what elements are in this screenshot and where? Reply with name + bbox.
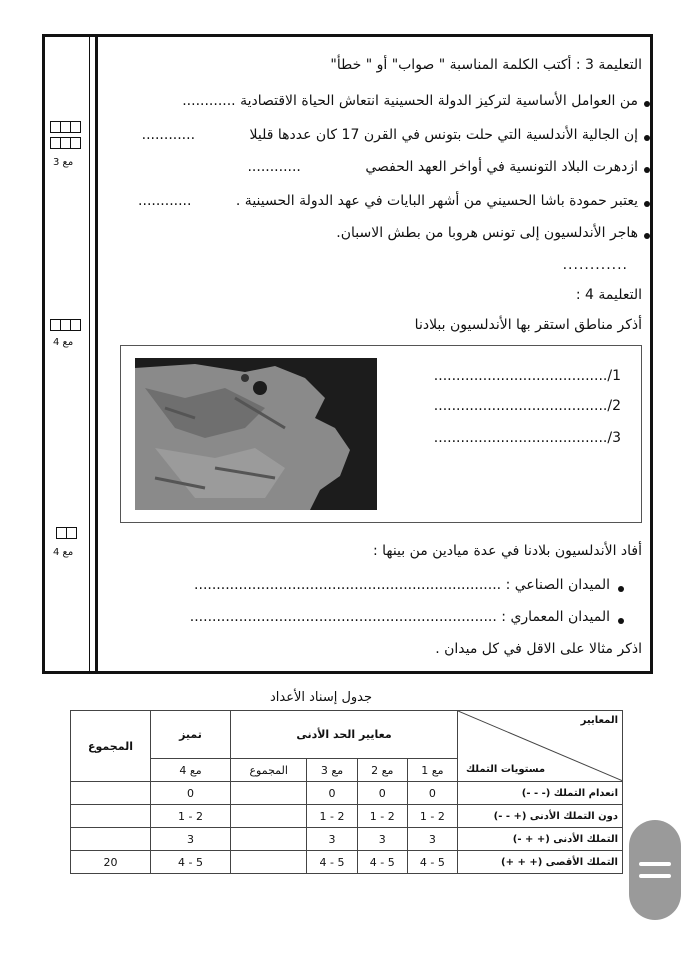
answer-blank[interactable]: ............ bbox=[182, 93, 236, 109]
satellite-map-icon bbox=[135, 358, 377, 510]
total-header: المجموع bbox=[71, 711, 151, 782]
table-row bbox=[71, 805, 623, 828]
statement-4: يعتبر حمودة باشا الحسيني من أشهر البايات في عهد الدولة الحسينية . ............ bbox=[138, 193, 638, 209]
map-panel bbox=[120, 345, 642, 523]
table-cell bbox=[231, 828, 307, 851]
table-cell: 0 bbox=[307, 782, 357, 805]
table-cell bbox=[231, 782, 307, 805]
statement-5: هاجر الأندلسيون إلى تونس هروبا من بطش الاسبان. bbox=[336, 225, 638, 241]
table-row bbox=[71, 828, 623, 851]
fields-intro: أفاد الأندلسيون بلادنا في عدة ميادين من بينها : bbox=[372, 543, 642, 559]
table-cell: 2 - 1 bbox=[151, 805, 231, 828]
table-cell: 0 bbox=[357, 782, 407, 805]
table-cell: 3 bbox=[407, 828, 457, 851]
table-cell: 3 bbox=[151, 828, 231, 851]
answer-blank[interactable]: ............ bbox=[247, 159, 301, 175]
region-answer-3[interactable]: 3/....................................... bbox=[433, 430, 621, 446]
table-cell: 0 bbox=[407, 782, 457, 805]
statement-2: إن الجالية الأندلسية التي حلت بتونس في القرن 17 كان عددها قليلا ............ bbox=[141, 127, 638, 143]
menu-icon-bar bbox=[639, 874, 671, 878]
score-boxes-5 bbox=[57, 527, 77, 539]
sub-header: مع 4 bbox=[151, 759, 231, 782]
score-label-3: مع 3 bbox=[53, 157, 74, 168]
score-label-4: مع 4 bbox=[53, 337, 74, 348]
level-label: التملك الأدنى (+ + -) bbox=[458, 828, 623, 851]
score-boxes-4 bbox=[51, 319, 81, 331]
excellence-header: تميز bbox=[151, 711, 231, 759]
sub-header: مع 3 bbox=[307, 759, 357, 782]
table-cell: 3 bbox=[357, 828, 407, 851]
field-architecture: الميدان المعماري : ..................................................................... bbox=[189, 609, 610, 625]
answer-blank[interactable]: ..................................................................... bbox=[194, 577, 502, 593]
table-cell: 5 - 4 bbox=[357, 851, 407, 874]
statement-1: من العوامل الأساسية لتركيز الدولة الحسينية انتعاش الحياة الاقتصادية ............ bbox=[182, 93, 638, 109]
instruction4-title: التعليمة 4 : bbox=[575, 287, 642, 303]
table-cell: 2 - 1 bbox=[407, 805, 457, 828]
bullet bbox=[644, 101, 650, 107]
answer-blank[interactable]: ............ bbox=[141, 127, 196, 143]
table-cell: 5 - 4 bbox=[151, 851, 231, 874]
region-answer-2[interactable]: 2/....................................... bbox=[433, 398, 621, 414]
menu-icon-bar bbox=[639, 862, 671, 866]
bullet bbox=[618, 618, 624, 624]
sub-header: مع 2 bbox=[357, 759, 407, 782]
score-boxes-3b bbox=[51, 137, 81, 149]
bullet bbox=[644, 135, 650, 141]
table-cell bbox=[71, 828, 151, 851]
answer-blank[interactable]: ............ bbox=[138, 193, 192, 209]
table-cell: 3 bbox=[307, 828, 357, 851]
tunisia-map-image bbox=[135, 358, 377, 510]
table-cell bbox=[71, 782, 151, 805]
level-label: انعدام التملك (- - -) bbox=[458, 782, 623, 805]
answer-blank[interactable]: ............ bbox=[562, 257, 628, 273]
statement-3: ازدهرت البلاد التونسية في أواخر العهد الحفصي ............ bbox=[247, 159, 638, 175]
margin-rule bbox=[95, 37, 98, 671]
region-answer-1[interactable]: 1/....................................... bbox=[433, 368, 621, 384]
field-industrial: الميدان الصناعي : ..................................................................... bbox=[194, 577, 610, 593]
instruction3-title: التعليمة 3 : أكتب الكلمة المناسبة " صواب" أو " خطأ" bbox=[330, 57, 642, 73]
table-cell: 5 - 4 bbox=[307, 851, 357, 874]
level-label: التملك الأقصى (+ + +) bbox=[458, 851, 623, 874]
corner-cell bbox=[458, 711, 623, 782]
table-cell: 5 - 4 bbox=[407, 851, 457, 874]
table-row bbox=[71, 782, 623, 805]
table-cell bbox=[231, 851, 307, 874]
table-cell: 2 - 1 bbox=[357, 805, 407, 828]
menu-button[interactable] bbox=[629, 820, 681, 920]
answer-blank[interactable]: ..................................................................... bbox=[189, 609, 497, 625]
instruction4-prompt: أذكر مناطق استقر بها الأندلسيون ببلادنا bbox=[414, 317, 642, 333]
table-cell: 20 bbox=[71, 851, 151, 874]
score-label-5: مع 4 bbox=[53, 547, 74, 558]
margin-rule-inner bbox=[89, 37, 90, 671]
score-boxes-3a bbox=[51, 121, 81, 133]
table-row bbox=[71, 851, 623, 874]
table-cell: 2 - 1 bbox=[307, 805, 357, 828]
sub-header: مع 1 bbox=[407, 759, 457, 782]
fields-note: اذكر مثالا على الاقل في كل ميدان . bbox=[435, 641, 642, 657]
table-cell bbox=[231, 805, 307, 828]
corner-bottom-label: مستويات التملك bbox=[466, 764, 546, 775]
table-cell bbox=[71, 805, 151, 828]
level-label: دون التملك الأدنى (+ - -) bbox=[458, 805, 623, 828]
bullet bbox=[644, 233, 650, 239]
table-cell: 0 bbox=[151, 782, 231, 805]
bullet bbox=[644, 167, 650, 173]
min-criteria-header: معايير الحد الأدنى bbox=[231, 711, 458, 759]
grading-table bbox=[70, 710, 623, 874]
bullet bbox=[618, 586, 624, 592]
bullet bbox=[644, 201, 650, 207]
sub-header: المجموع bbox=[231, 759, 307, 782]
corner-top-label: المعايير bbox=[580, 715, 618, 726]
grid-title: جدول إسناد الأعداد bbox=[270, 690, 373, 705]
